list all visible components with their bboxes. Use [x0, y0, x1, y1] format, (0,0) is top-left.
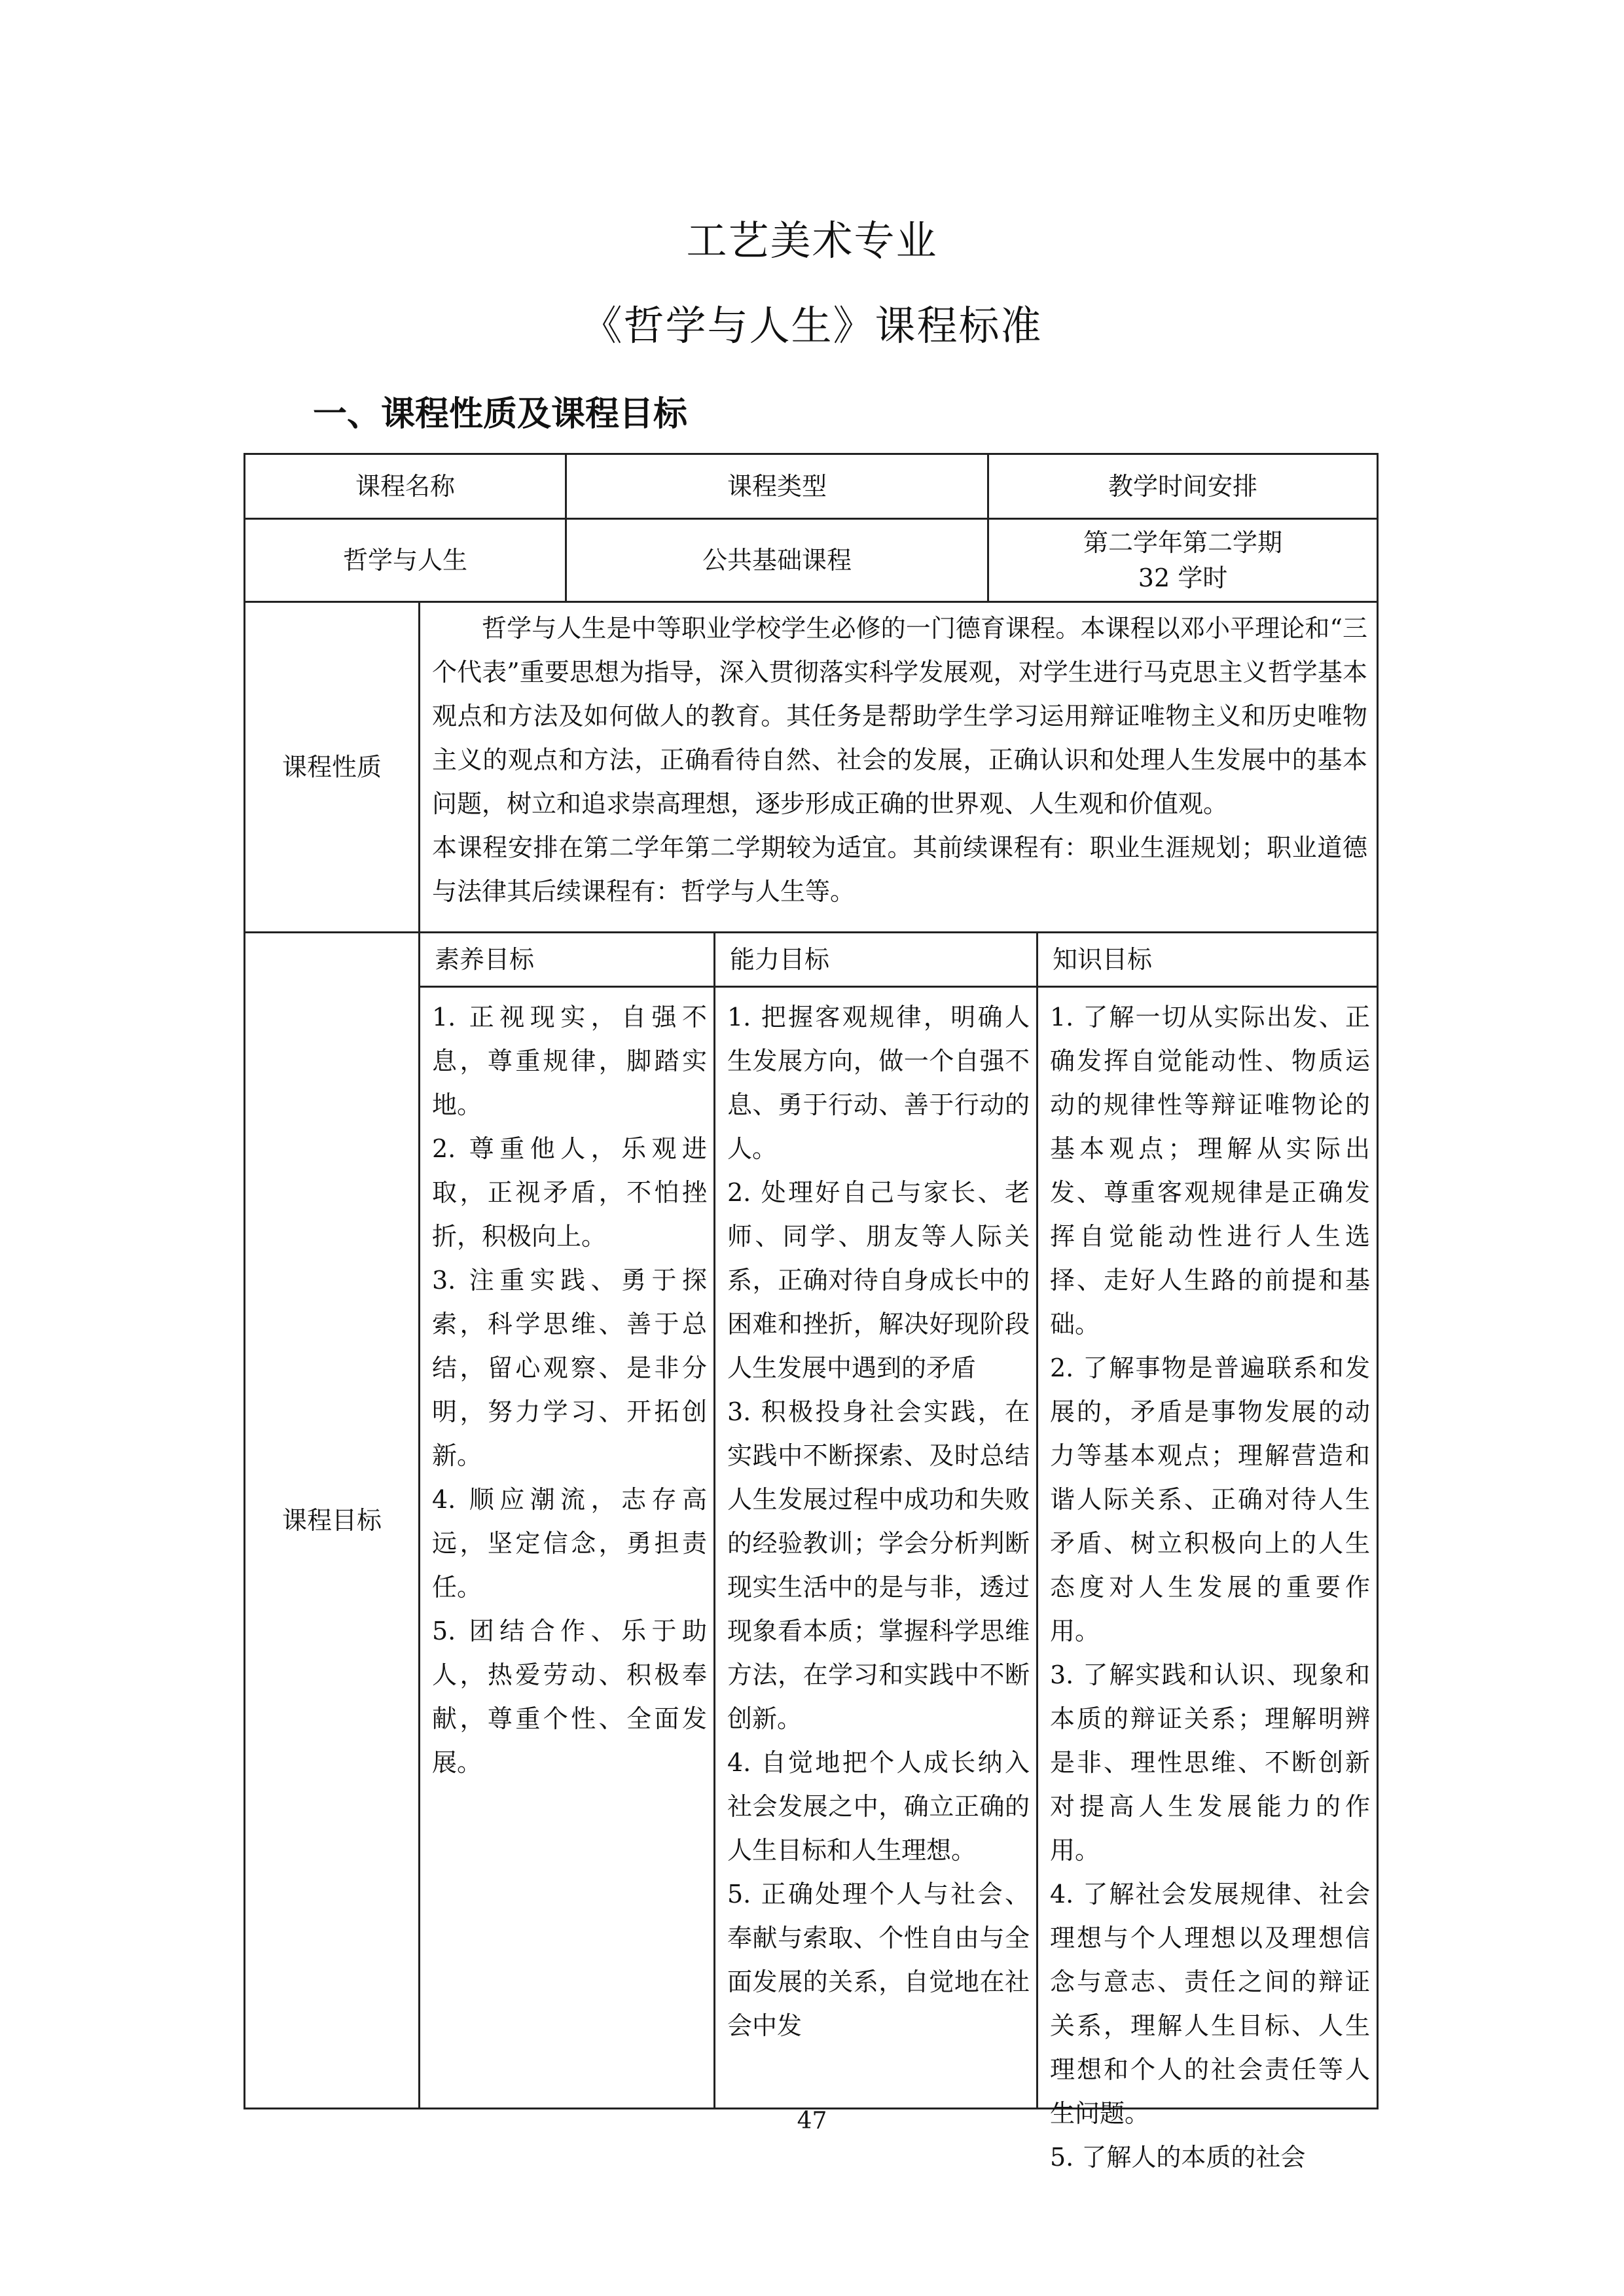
section-heading: 一、课程性质及课程目标	[313, 395, 688, 434]
value-cell-schedule	[987, 518, 1379, 603]
ability-goal-item: 4. 自觉地把个人成长纳入社会发展之中，确立正确的人生目标和人生理想。	[727, 1748, 1030, 1865]
ability-goal-item: 2. 处理好自己与家长、老师、同学、朋友等人际关系，正确对待自身成长中的困难和挫折，解决好现阶段人生发展中遇到的矛盾	[727, 1178, 1030, 1382]
document-title-major: 工艺美术专业	[686, 217, 938, 264]
header-cell-course-name: 课程名称	[244, 453, 567, 520]
goal-header-quality: 素养目标	[418, 931, 715, 988]
knowledge-goal-item: 4. 了解社会发展规律、社会理想与个人理想以及理想信念与意志、责任之间的辩证关系，理解人生目标、人生理想和个人的社会责任等人生问题。	[1050, 1880, 1370, 2128]
document-title-course: 《哲学与人生》课程标准	[581, 302, 1043, 350]
knowledge-goals-cell	[1036, 986, 1379, 2172]
nature-paragraph-1: 哲学与人生是中等职业学校学生必修的一门德育课程。本课程以邓小平理论和“三个代表”重要思想为指导，深入贯彻落实科学发展观，对学生进行马克思主义哲学基本观点和方法及如何做人的教育。其任务是帮助学生学习运用辩证唯物主义和历史唯物主义的观点和方法，正确看待自然、社会的发展，正确认识和处理人生发展中的基本问题，树立和追求崇高理想，逐步形成正确的世界观、人生观和价值观。	[432, 614, 1367, 818]
value-cell-course-name: 哲学与人生	[244, 518, 567, 603]
goal-header-ability: 能力目标	[713, 931, 1038, 988]
schedule-hours: 32 学时	[1138, 564, 1228, 592]
quality-goal-item: 5. 团结合作、乐于助人，热爱劳动、积极奉献，尊重个性、全面发展。	[432, 1617, 707, 1777]
course-nature-description	[418, 601, 1379, 933]
knowledge-goal-item: 5. 了解人的本质的社会	[1050, 2143, 1306, 2172]
quality-goal-item: 2. 尊重他人，乐观进取，正视矛盾，不怕挫折，积极向上。	[432, 1134, 707, 1251]
ability-goal-item: 5. 正确处理个人与社会、奉献与索取、个性自由与全面发展的关系，自觉地在社会中发	[727, 1880, 1030, 2040]
quality-goal-item: 3. 注重实践、勇于探索，科学思维、善于总结，留心观察、是非分明，努力学习、开拓创新。	[432, 1266, 707, 1470]
quality-goal-item: 4. 顺应潮流，志存高远，坚定信念，勇担责任。	[432, 1485, 707, 1602]
knowledge-goal-item: 2. 了解事物是普遍联系和发展的，矛盾是事物发展的动力等基本观点；理解营造和谐人际关系、正确对待人生矛盾、树立积极向上的人生态度对人生发展的重要作用。	[1050, 1354, 1370, 1645]
knowledge-goal-item: 3. 了解实践和认识、现象和本质的辩证关系；理解明辨是非、理性思维、不断创新对提高人生发展能力的作用。	[1050, 1660, 1370, 1865]
page-number: 47	[797, 2108, 827, 2134]
knowledge-goal-item: 1. 了解一切从实际出发、正确发挥自觉能动性、物质运动的规律性等辩证唯物论的基本观点；理解从实际出发、尊重客观规律是正确发挥自觉能动性进行人生选择、走好人生路的前提和基础。	[1050, 1003, 1370, 1338]
header-cell-schedule: 教学时间安排	[987, 453, 1379, 520]
header-cell-course-type: 课程类型	[565, 453, 989, 520]
schedule-term: 第二学年第二学期	[1083, 528, 1282, 557]
ability-goal-item: 3. 积极投身社会实践，在实践中不断探索、及时总结人生发展过程中成功和失败的经验教训；学会分析判断现实生活中的是与非，透过现象看本质；掌握科学思维方法，在学习和实践中不断创新。	[727, 1397, 1030, 1733]
goal-header-knowledge: 知识目标	[1036, 931, 1379, 988]
ability-goals-cell	[713, 986, 1038, 2109]
label-cell-course-goals: 课程目标	[244, 931, 420, 2109]
quality-goal-item: 1. 正视现实，自强不息，尊重规律，脚踏实地。	[432, 1003, 707, 1119]
ability-goal-item: 1. 把握客观规律，明确人生发展方向，做一个自强不息、勇于行动、善于行动的人。	[727, 1003, 1030, 1163]
nature-paragraph-2: 本课程安排在第二学年第二学期较为适宜。其前续课程有：职业生涯规划；职业道德与法律其后续课程有：哲学与人生等。	[432, 833, 1367, 906]
quality-goals-cell	[418, 986, 715, 2109]
label-cell-course-nature: 课程性质	[244, 601, 420, 933]
value-cell-course-type: 公共基础课程	[565, 518, 989, 603]
